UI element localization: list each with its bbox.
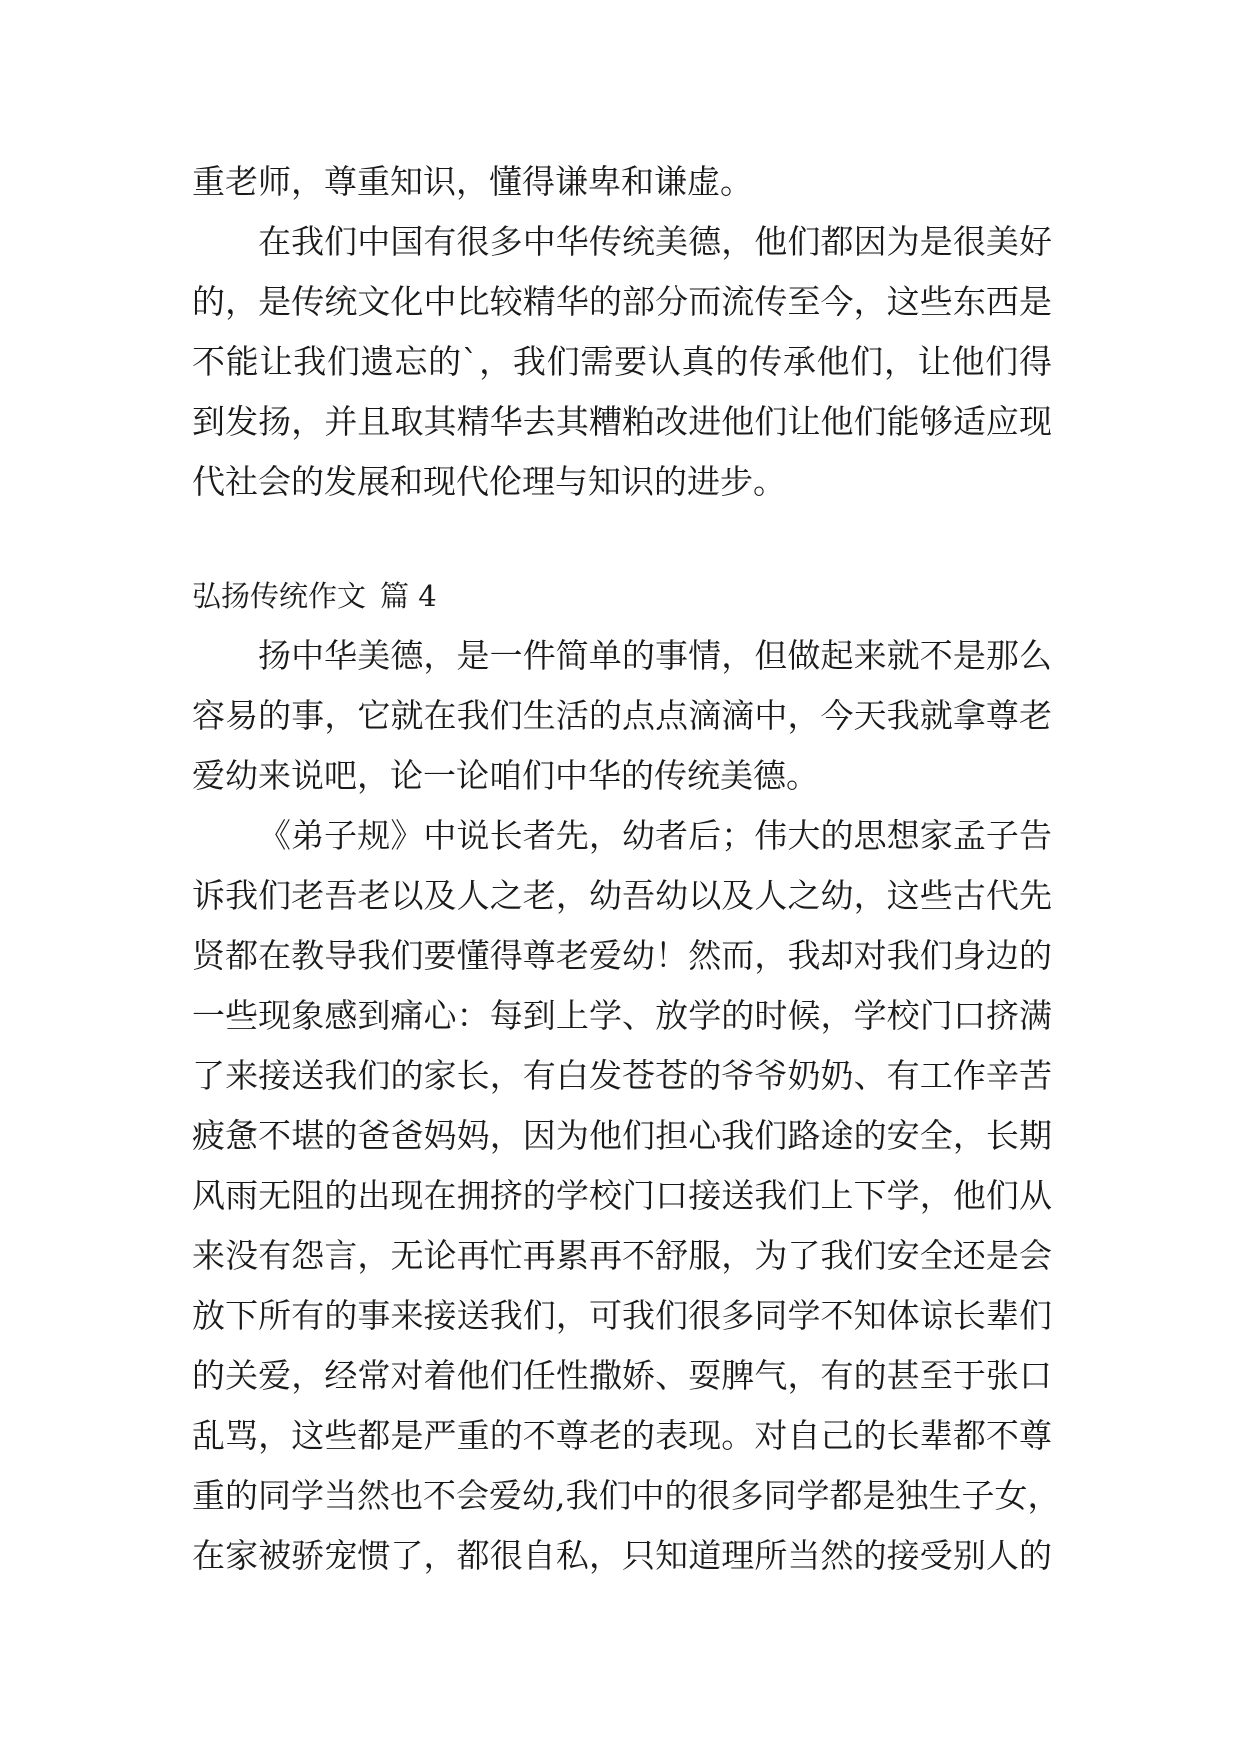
paragraph-line: 乱骂，这些都是严重的不尊老的表现。对自己的长辈都不尊 xyxy=(192,1416,1052,1455)
paragraph-line: 的关爱，经常对着他们任性撒娇、耍脾气，有的甚至于张口 xyxy=(192,1356,1052,1395)
paragraph-line: 到发扬，并且取其精华去其糟粕改进他们让他们能够适应现 xyxy=(192,402,1052,441)
paragraph-line: 在家被骄宠惯了，都很自私，只知道理所当然的接受别人的 xyxy=(192,1536,1052,1575)
section-heading xyxy=(192,576,437,616)
paragraph-line: 不能让我们遗忘的`，我们需要认真的传承他们，让他们得 xyxy=(192,342,1052,381)
paragraph-line: 贤都在教导我们要懂得尊老爱幼！然而，我却对我们身边的 xyxy=(192,936,1052,975)
paragraph-line: 扬中华美德，是一件简单的事情，但做起来就不是那么 xyxy=(258,636,1052,675)
paragraph-line: 在我们中国有很多中华传统美德，他们都因为是很美好 xyxy=(258,222,1052,261)
paragraph-line: 疲惫不堪的爸爸妈妈，因为他们担心我们路途的安全，长期 xyxy=(192,1116,1052,1155)
section-heading-part: 篇 4 xyxy=(380,579,437,613)
paragraph-line: 诉我们老吾老以及人之老，幼吾幼以及人之幼，这些古代先 xyxy=(192,876,1052,915)
paragraph-line: 容易的事，它就在我们生活的点点滴滴中，今天我就拿尊老 xyxy=(192,696,1052,735)
paragraph-line: 《弟子规》中说长者先，幼者后；伟大的思想家孟子告 xyxy=(258,816,1052,855)
paragraph-line: 爱幼来说吧，论一论咱们中华的传统美德。 xyxy=(192,756,819,795)
paragraph-line: 重老师，尊重知识，懂得谦卑和谦虚。 xyxy=(192,162,753,201)
paragraph-line: 了来接送我们的家长，有白发苍苍的爷爷奶奶、有工作辛苦 xyxy=(192,1056,1052,1095)
paragraph-line: 重的同学当然也不会爱幼,我们中的很多同学都是独生子女， xyxy=(192,1476,1061,1515)
paragraph-line: 一些现象感到痛心：每到上学、放学的时候，学校门口挤满 xyxy=(192,996,1052,1035)
paragraph-line: 放下所有的事来接送我们，可我们很多同学不知体谅长辈们 xyxy=(192,1296,1052,1335)
section-heading-title: 弘扬传统作文 xyxy=(192,579,367,613)
paragraph-line: 风雨无阻的出现在拥挤的学校门口接送我们上下学，他们从 xyxy=(192,1176,1052,1215)
paragraph-line: 的，是传统文化中比较精华的部分而流传至今，这些东西是 xyxy=(192,282,1052,321)
paragraph-line: 来没有怨言，无论再忙再累再不舒服，为了我们安全还是会 xyxy=(192,1236,1052,1275)
paragraph-line: 代社会的发展和现代伦理与知识的进步。 xyxy=(192,462,786,501)
